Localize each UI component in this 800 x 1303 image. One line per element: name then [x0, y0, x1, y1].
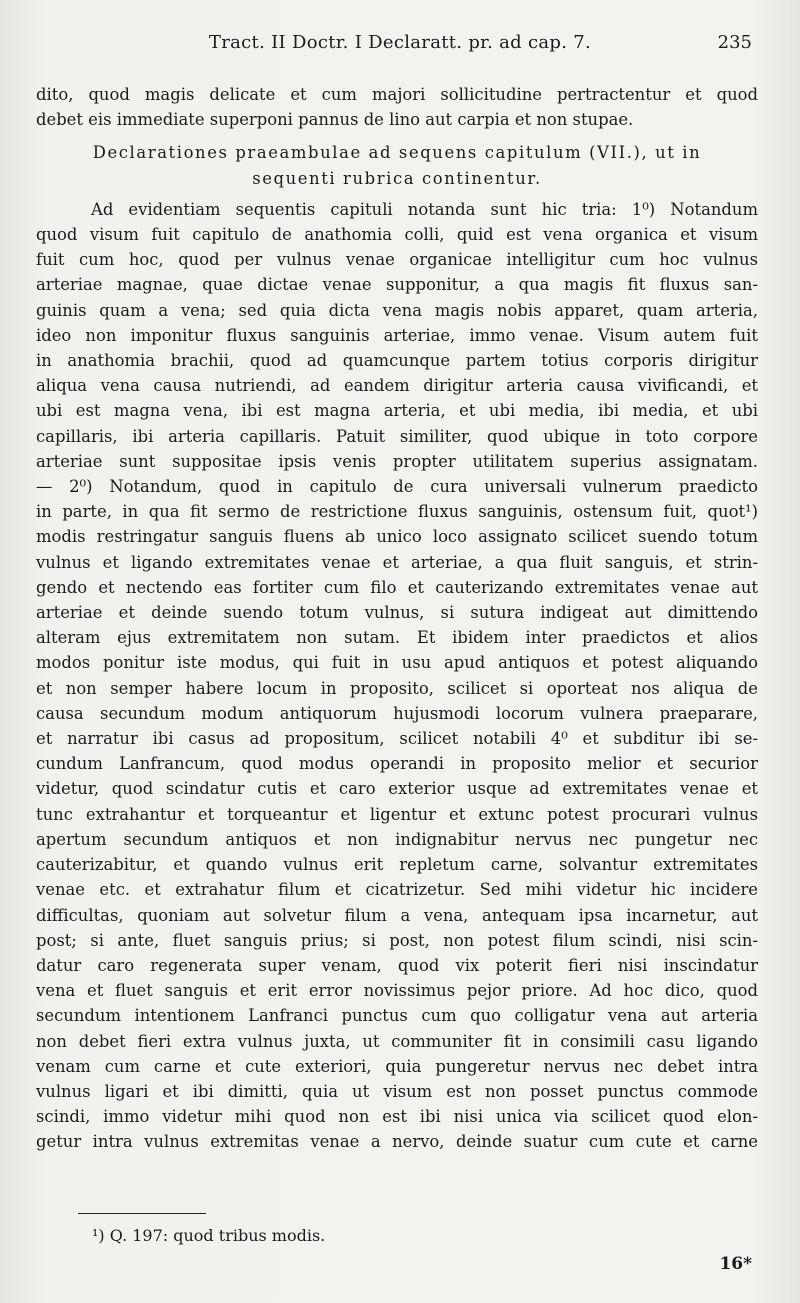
text-line: quod visum fuit capitulo de anathomia colli, quid est vena organica et visum [36, 225, 758, 245]
text-line: capillaris, ibi arteria capillaris. Patuit similiter, quod ubique in toto corpore [36, 426, 758, 446]
text-line: in parte, in qua fit sermo de restrictione fluxus sanguinis, ostensum fuit, quot¹) [36, 502, 758, 522]
text-line: difficultas, quoniam aut solvetur filum a vena, antequam ipsa incarnetur, aut [36, 905, 758, 925]
text-line: ubi est magna vena, ibi est magna arteria, et ubi media, ibi media, et ubi [36, 401, 758, 421]
running-head [0, 32, 800, 62]
section-heading [36, 140, 758, 190]
text-line: videtur, quod scindatur cutis et caro exterior usque ad extremitates venae et [36, 779, 758, 799]
text-line: scindi, immo videtur mihi quod non est ibi nisi unica via scilicet quod elon- [36, 1107, 758, 1127]
signature-mark: 16* [719, 1254, 752, 1274]
text-line: arteriae magnae, quae dictae venae supponitur, a qua magis fit fluxus san- [36, 275, 758, 295]
text-line: getur intra vulnus extremitas venae a nervo, deinde suatur cum cute et carne [36, 1132, 758, 1152]
text-line: gendo et nectendo eas fortiter cum filo et cauterizando extremitates venae aut [36, 577, 758, 597]
text-line: debet eis immediate superponi pannus de lino aut carpia et non stupae. [36, 110, 634, 130]
text-line: in anathomia brachii, quod ad quamcunque partem totius corporis dirigitur [36, 351, 758, 371]
running-title: Tract. II Doctr. I Declaratt. pr. ad cap. 7. [208, 32, 592, 53]
text-line: et narratur ibi casus ad propositum, scilicet notabili 4⁰ et subditur ibi se- [36, 729, 758, 749]
text-line: datur caro regenerata super venam, quod vix poterit fieri nisi inscindatur [36, 955, 758, 975]
text-line: apertum secundum antiquos et non indignabitur nervus nec pungetur nec [36, 829, 758, 849]
text-line: aliqua vena causa nutriendi, ad eandem dirigitur arteria causa vivificandi, et [36, 376, 758, 396]
text-line: cauterizabitur, et quando vulnus erit repletum carne, solvantur extremitates [36, 855, 758, 875]
text-line: venae etc. et extrahatur filum et cicatrizetur. Sed mihi videtur hic incidere [36, 880, 758, 900]
text-line: non debet fieri extra vulnus juxta, ut communiter fit in consimili casu ligando [36, 1031, 758, 1051]
text-line: vena et fluet sanguis et erit error novissimus pejor priore. Ad hoc dico, quod [36, 981, 758, 1001]
text-line: post; si ante, fluet sanguis prius; si post, non potest filum scindi, nisi scin- [36, 930, 758, 950]
page-number: 235 [717, 32, 752, 53]
main-paragraph [36, 197, 758, 1155]
text-line: ideo non imponitur fluxus sanguinis arteriae, immo venae. Visum autem fuit [36, 325, 758, 345]
text-line: venam cum carne et cute exteriori, quia pungeretur nervus nec debet intra [36, 1056, 758, 1076]
text-line: vulnus ligari et ibi dimitti, quia ut visum est non posset punctus commode [36, 1081, 758, 1101]
text-line: — 2⁰) Notandum, quod in capitulo de cura universali vulnerum praedicto [36, 477, 758, 497]
text-line: secundum intentionem Lanfranci punctus cum quo colligatur vena aut arteria [36, 1006, 758, 1026]
text-line: Ad evidentiam sequentis capituli notanda sunt hic tria: 1⁰) Notandum [91, 199, 758, 219]
text-line: et non semper habere locum in proposito, scilicet si oporteat nos aliqua de [36, 678, 758, 698]
text-line: modis restringatur sanguis fluens ab unico loco assignato scilicet suendo totum [36, 527, 758, 547]
text-line: fuit cum hoc, quod per vulnus venae organicae intelligitur cum hoc vulnus [36, 250, 758, 270]
heading-line: sequenti rubrica continentur. [252, 168, 542, 188]
text-line: guinis quam a vena; sed quia dicta vena magis nobis apparet, quam arteria, [36, 300, 758, 320]
text-line: dito, quod magis delicate et cum majori sollicitudine pertractentur et quod [36, 85, 758, 104]
footnote: ¹) Q. 197: quod tribus modis. [92, 1226, 326, 1245]
text-line: modos ponitur iste modus, qui fuit in usu apud antiquos et potest aliquando [36, 653, 758, 673]
footnote-rule [78, 1213, 206, 1214]
heading-line: Declarationes praeambulae ad sequens capitulum (VII.), ut in [92, 143, 702, 163]
text-line: alteram ejus extremitatem non sutam. Et ibidem inter praedictos et alios [36, 628, 758, 648]
text-line: cundum Lanfrancum, quod modus operandi in proposito melior et securior [36, 754, 758, 774]
text-line: tunc extrahantur et torqueantur et ligentur et extunc potest procurari vulnus [36, 804, 758, 824]
text-line: vulnus et ligando extremitates venae et arteriae, a qua fluit sanguis, et strin- [36, 552, 758, 572]
intro-paragraph [36, 82, 758, 132]
text-line: arteriae sunt suppositae ipsis venis propter utilitatem superius assignatam. [36, 451, 758, 471]
text-line: causa secundum modum antiquorum hujusmodi locorum vulnera praeparare, [36, 703, 758, 723]
text-line: arteriae et deinde suendo totum vulnus, si sutura indigeat aut dimittendo [36, 603, 758, 623]
body-text [36, 82, 758, 1155]
